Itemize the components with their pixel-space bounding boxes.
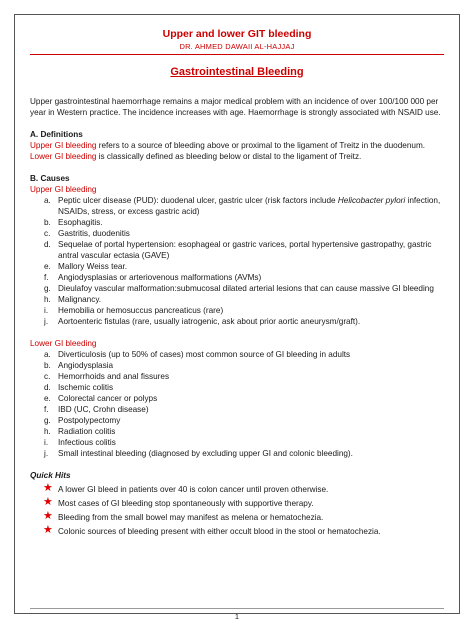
quick-hits-heading: Quick Hits	[30, 471, 71, 480]
upper-gi-term: Upper GI bleeding	[30, 141, 97, 150]
list-item: ★ Colonic sources of bleeding present with either occult blood in the stool or hematochezia.	[43, 524, 381, 536]
list-item: g. Dieulafoy vascular malformation:submucosal dilated arterial lesions that can cause massive GI bleeding	[44, 284, 434, 293]
list-item: f. IBD (UC, Crohn disease)	[44, 405, 149, 414]
list-item: c. Hemorrhoids and anal fissures	[44, 372, 170, 381]
document-title: Gastrointestinal Bleeding	[170, 66, 304, 78]
document-body	[30, 96, 444, 537]
lower-causes-list	[30, 349, 444, 459]
list-item: b. Esophagitis.	[44, 218, 103, 227]
list-item: ★ A lower GI bleed in patients over 40 is colon cancer until proven otherwise.	[43, 482, 329, 494]
lower-gi-definition: is classically defined as bleeding below or distal to the ligament of Treitz.	[96, 152, 362, 161]
list-item: f. Angiodysplasias or arteriovenous malformations (AVMs)	[44, 273, 262, 282]
definition-lower	[30, 151, 444, 162]
header-divider	[30, 54, 444, 55]
list-item: c. Gastritis, duodenitis	[44, 229, 130, 238]
list-item: i. Hemobilia or hemosuccus pancreaticus (rare)	[44, 306, 224, 315]
star-icon: ★	[43, 510, 53, 522]
intro-paragraph: Upper gastrointestinal haemorrhage remains a major medical problem with an incidence of over 100/100 000 per year in Western practice. The incidence increases with age. Haemorrhage is strongly associated with NSAID use.	[30, 97, 441, 117]
quick-hits-list	[30, 484, 444, 537]
header-title: Upper and lower GIT bleeding	[162, 28, 312, 40]
list-item: e. Colorectal cancer or polyps	[44, 394, 158, 403]
list-item: ★ Most cases of GI bleeding stop spontaneously with supportive therapy.	[43, 496, 314, 508]
definition-upper	[30, 140, 444, 151]
star-icon: ★	[43, 524, 53, 536]
list-item: ★ Bleeding from the small bowel may manifest as melena or hematochezia.	[43, 510, 324, 522]
header-author: DR. AHMED DAWAII AL-HAJJAJ	[179, 42, 295, 51]
definitions-heading: A. Definitions	[30, 130, 83, 139]
list-item: h. Radiation colitis	[44, 427, 116, 436]
page-number: 1	[234, 612, 240, 621]
star-icon: ★	[43, 496, 53, 508]
list-item: i. Infectious colitis	[44, 438, 116, 447]
list-item: d. Sequelae of portal hypertension: esophageal or gastric varices, portal hypertensive gastropathy, gastric antral vascular ectasia (GAVE)	[44, 240, 432, 260]
footer-divider	[30, 608, 444, 609]
list-item: j. Small intestinal bleeding (diagnosed by excluding upper GI and colonic bleeding).	[44, 449, 353, 458]
list-item: d. Ischemic colitis	[44, 383, 114, 392]
lower-causes-label: Lower GI bleeding	[30, 339, 97, 348]
star-icon: ★	[43, 482, 53, 494]
upper-gi-definition: refers to a source of bleeding above or proximal to the ligament of Treitz in the duodenum.	[96, 141, 426, 150]
list-item: g. Postpolypectomy	[44, 416, 121, 425]
list-item: j. Aortoenteric fistulas (rare, usually iatrogenic, ask about prior aortic aneurysm/graft).	[44, 317, 361, 326]
causes-heading: B. Causes	[30, 174, 70, 183]
list-item: a. Diverticulosis (up to 50% of cases) most common source of GI bleeding in adults	[44, 350, 351, 359]
lower-gi-term: Lower GI bleeding	[30, 152, 97, 161]
list-item: b. Angiodysplasia	[44, 361, 114, 370]
upper-causes-list	[30, 195, 444, 327]
list-item: e. Mallory Weiss tear.	[44, 262, 128, 271]
list-item: a. Peptic ulcer disease (PUD): duodenal ulcer, gastric ulcer (risk factors include Helicobacter pylori infection, NSAIDs, stress, or excess gastric acid)	[44, 196, 441, 216]
list-item: h. Malignancy.	[44, 295, 102, 304]
upper-causes-label: Upper GI bleeding	[30, 185, 97, 194]
